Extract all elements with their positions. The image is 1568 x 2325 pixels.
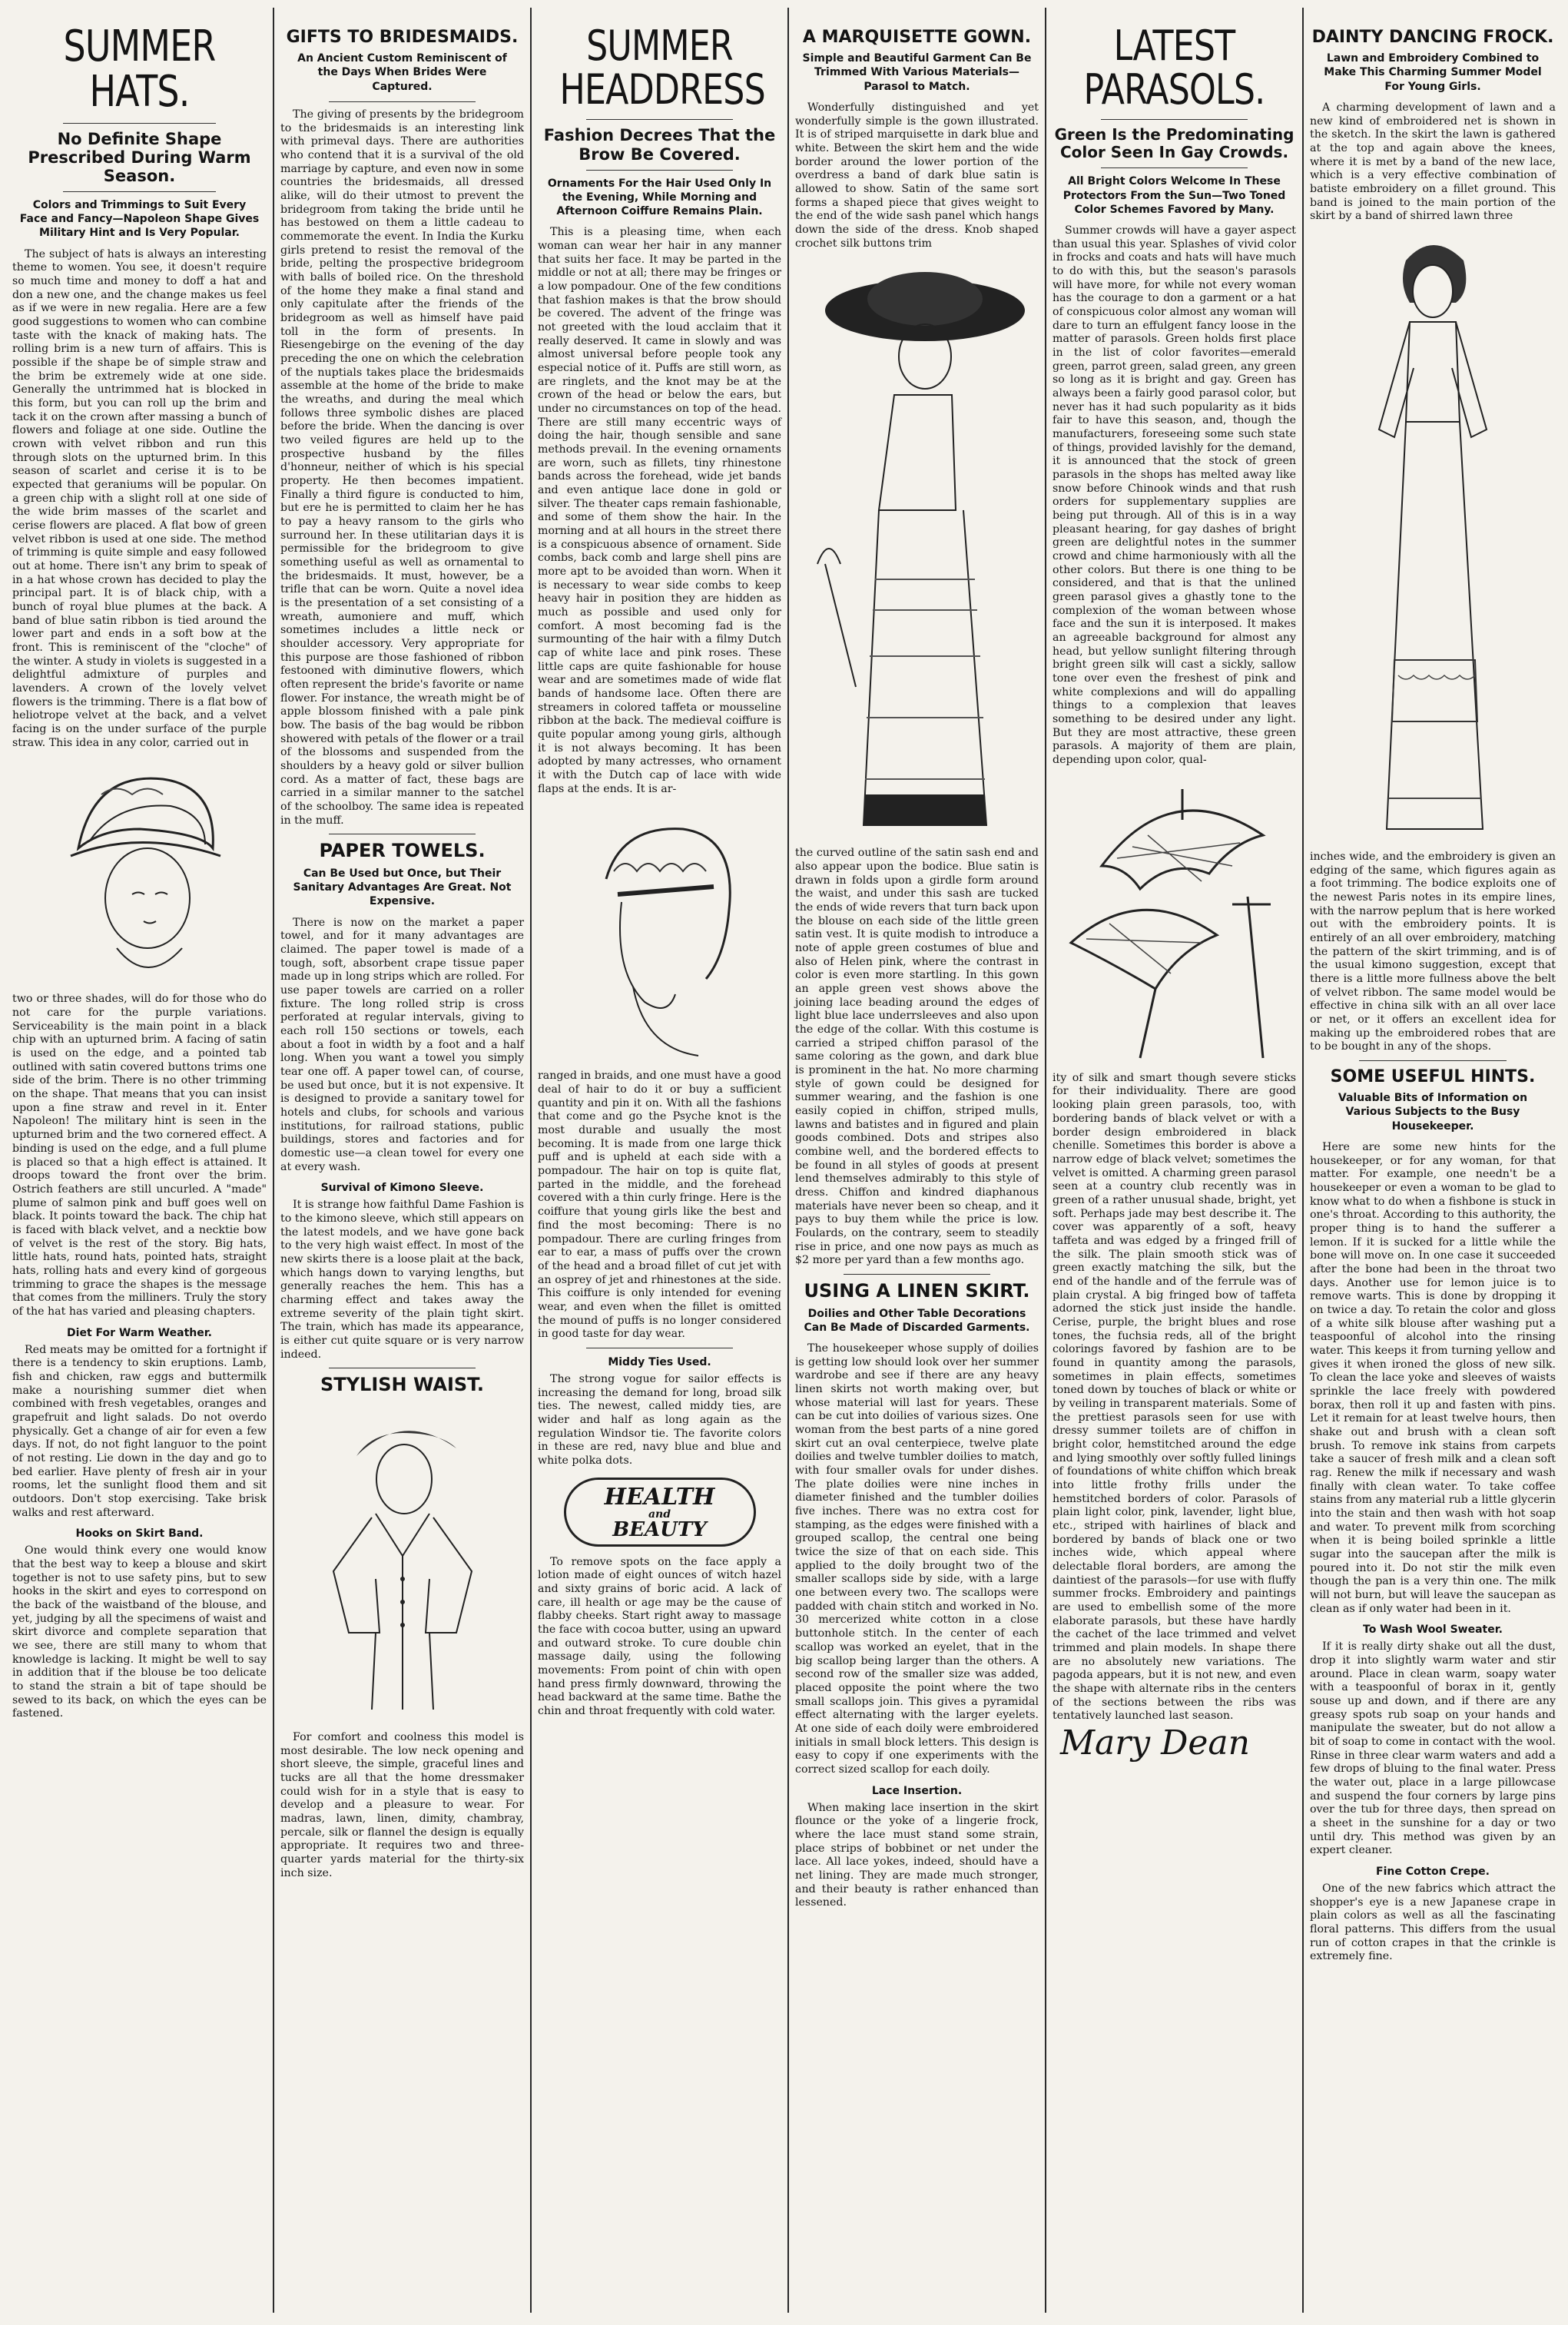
logo-word-beauty: BEAUTY [612, 1517, 707, 1541]
deck-dancing-frock: Lawn and Embroidery Combined to Make This Charming Summer Model For Young Girls. [1324, 52, 1542, 93]
divider [1101, 167, 1247, 168]
parasols-illustration [1056, 774, 1294, 1066]
column-marquisette [791, 8, 1043, 2313]
headline-useful-hints: SOME USEFUL HINTS. [1330, 1066, 1536, 1086]
article-text: Wonderfully distinguished and yet wonderfully simple is the gown illustrated. It is of striped marquisette in dark blue and white. Between the skirt hem and the wide border around the lower portion of the overdress a band of dark blue satin is allowed to show. Satin of the same sort forms a shaped piece that gives weight to the end of the wide sash panel which hangs down the side of the dress. Knob shaped crochet silk buttons trim [795, 101, 1039, 250]
article-text: two or three shades, will do for those who do not care for the purple variations. Serviceability is the main point in a black chip with an upturned brim. A facing of satin is used on the edge, and a pointed tab outlined with satin covered buttons trims one side of the brim. There is no other trimming on the shape. That means that you can insist upon a fine straw and revel in it. Enter Napoleon! The military hint is seen in the upturned brim and the two cornered effect. A binding is used on the edge, and a full plume is placed so that a high effect is attained. It droops toward the front over the brim. Ostrich feathers are still uncurled. A "made" plume of salmon pink and buff goes well on black. It points toward the back. The chip hat is faced with black velvet, and a necktie bow of velvet is the rest of the story. Big hats, little hats, round hats, pointed hats, straight hats, rolling hats and every kind of gorgeous trimming to grace the shapes is the message that comes from the milliners. Truly the story of the hat has varied and pleasing chapters. [12, 993, 267, 1318]
coiffure-illustration [560, 802, 760, 1063]
subhead-hooks: Hooks on Skirt Band. [75, 1527, 204, 1541]
subdeck-parasols: All Bright Colors Welcome In These Protectors From the Sun—Two Toned Color Schemes Favored by Many. [1062, 175, 1286, 216]
column-rule [530, 8, 532, 2313]
subhead-cotton-crepe: Fine Cotton Crepe. [1376, 1866, 1490, 1879]
divider [329, 101, 475, 102]
article-text: ranged in braids, and one must have a good deal of hair to do it or buy a sufficient quantity and pin it on. With all the fashions that come and go the Psyche knot is the most durable and usually the most becoming. It is made from one large thick puff and is upheld at each side with a pompadour. The hair on top is quite flat, parted in the middle, and the forehead covered with a thin curly fringe. Here is the coiffure that young girls like the best and find the most becoming: There is no pompadour. There are curling fringes from ear to ear, a mass of puffs over the crown of the head and a broad fillet of cut jet with an osprey of jet and rhinestones at the side. This coiffure is only intended for evening wear, and even when the fillet is omitted the mound of puffs is no longer considered in good taste for day wear. [538, 1070, 781, 1341]
headline-paper-towels: PAPER TOWELS. [319, 840, 486, 862]
headline-stylish-waist: STYLISH WAIST. [320, 1374, 484, 1396]
newspaper-page [8, 8, 1560, 2317]
article-text: There is now on the market a paper towel, and for it many advantages are claimed. The paper towel is made of a tough, soft, absorbent crape tissue paper made up in long strips which are rolled. For use paper towels are carried on a roller fixture. The long rolled strip is cross perforated at regular intervals, giving to each roll 150 sections or towels, each about a foot in width by a foot and a half long. When you want a towel you simply tear one off. A paper towel can, of course, be used but once, but it is not expensive. It is designed to provide a sanitary towel for hotels and clubs, for schools and various institutions, for railroad stations, public buildings, stores and factories and for domestic use—a clean towel for every one at every wash. [280, 916, 524, 1173]
divider [844, 1274, 990, 1275]
headline-summer-hats: SUMMER HATS. [63, 22, 216, 117]
deck-summer-hats: No Definite Shape Prescribed During Warm Season. [28, 129, 251, 185]
article-text: If it is really dirty shake out all the dust, drop it into slightly warm water and stir around. Place in clean warm, soapy water with a teaspoonful of borax in it, gently souse up and down, and if there are any greasy spots rub soap on your hands and manipulate the sweater, but do not allow a bit of soap to come in contact with the wool. Rinse in three clear warm waters and add a few drops of bluing to the final water. Press the water out, place in a large pillowcase and suspend the four corners by large pins over the tub for three days, then spread on a sheet in the sunshine for a day or two until dry. This method was given by an expert cleaner. [1310, 1640, 1556, 1857]
divider [1359, 1060, 1507, 1061]
article-text: inches wide, and the embroidery is given an edging of the same, which figures again as a foot trimming. The bodice exploits one of the newest Paris notes in its empire lines, with the narrow peplum that is here worked out with the embroidery points. It is entirely of an all over embroidery, matching the pattern of the skirt trimming, and is of the usual kimono suggestion, except that there is a little more fullness above the belt of velvet ribbon. The same model would be effective in china silk with an all over lace or net, or it offers an excellent idea for making up the embroidered robes that are to be bought in any of the shops. [1310, 850, 1556, 1053]
subdeck-summer-hats: Colors and Trimmings to Suit Every Face and Fancy—Napoleon Shape Gives Military Hint and Is Very Popular. [19, 199, 260, 240]
deck-paper-towels: Can Be Used but Once, but Their Sanitary Advantages Are Great. Not Expensive. [293, 867, 512, 908]
article-text: The strong vogue for sailor effects is increasing the demand for long, broad silk ties. The newest, called middy ties, are wider and half as long again as the regulation Windsor tie. The favorite colors in these are red, navy blue and blue and white polka dots. [538, 1372, 781, 1467]
headline-marquisette-gown: A MARQUISETTE GOWN. [802, 28, 1032, 47]
divider [63, 123, 216, 124]
column-rule [1302, 8, 1304, 2313]
column-dancing-frock [1305, 8, 1560, 2313]
headline-linen-skirt: USING A LINEN SKIRT. [804, 1280, 1030, 1302]
column-summer-hats [8, 8, 271, 2313]
deck-marquisette: Simple and Beautiful Garment Can Be Trimmed With Various Materials—Parasol to Match. [802, 52, 1032, 93]
article-text: The subject of hats is always an interesting theme to women. You see, it doesn't require so much time and money to doff a hat and don a new one, and the change makes us feel as if we were in new regalia. Here are a few good suggestions to women who can combine taste with the knack of making hats. The rolling brim is a new turn of affairs. This is possible if the shape be of simple straw and the brim be extremely wide at one side. Generally the untrimmed hat is blocked in this form, but you can roll up the brim and tack it on the crown after massing a bunch of flowers and foliage at one side. Outline the crown with velvet ribbon and run this through slots on the upturned brim. In this season of scarlet and cerise it is to be expected that geraniums will be popular. On a green chip with a slight roll at one side of the wide brim masses of the scarlet and cerise flowers are placed. A flat bow of green velvet ribbon is used at one side. The method of trimming is quite simple and easy followed out at home. There isn't any brim to speak of in a hat whose crown has decided to play the principal part. It is of black chip, with a bunch of royal blue plumes at the back. A band of blue satin ribbon is tied around the lower part and ends in a soft bow at the front. This is reminiscent of the "cloche" of the winter. A study in violets is suggested in a delightful admixture of purples and lavenders. A crown of the lovely velvet flowers is the trimming. There is a flat bow of heliotrope velvet at the back, and a velvet facing is on the under surface of the purple straw. This idea in any color, carried out in [12, 247, 267, 749]
dancing-frock-illustration [1333, 230, 1533, 844]
waist-illustration [303, 1402, 502, 1725]
article-text: The giving of presents by the bridegroom to the bridesmaids is an interesting link with primeval days. There are authorities who contend that it is a survival of the old marriage by capture, and even now in some countries the bridesmaids, all dressed alike, will do their utmost to prevent the bridegroom from taking the bride until he has bestowed on them a little cadeau to commemorate the event. In India the Kurku girls pretend to resist the removal of the bride, pelting the prospective bridegroom with balls of boiled rice. On the threshold of the home they make a final stand and only capitulate after the friends of the bridegroom as well as himself have paid toll in the form of presents. In Riesengebirge on the evening of the day preceding the one on which the celebration of the nuptials takes place the bridesmaids assemble at the home of the bride to make the wreaths, and during the meal which follows three symbolic dishes are placed before the bride. When the dancing is over two veiled figures are held up to the prospective husband by the filles d'honneur, neither of which is his special property. He then becomes impatient. Finally a third figure is conducted to him, but ere he is permitted to claim her he has to pay a heavy ransom to the girls who surround her. In these utilitarian days it is permissible for the bridegroom to give something useful as well as ornamental to the bridesmaids. It must, however, be a trifle that can be worn. Quite a novel idea is the presentation of a set consisting of a wreath, aumoniere and muff, which sometimes includes a little neck or shoulder accessory. Very appropriate for this purpose are those fashioned of ribbon festooned with diminutive flowers, which often represent the bride's favorite or name flower. For instance, the wreath might be of apple blossom finished with a pale pink bow. The basis of the bag would be ribbon showered with petals of the flower or a trail of the blossoms and suspended from the shoulders by a heavy gold or silver bullion cord. As a matter of fact, these bags are carried in a similar manner to the satchel of the schoolboy. The same idea is repeated in the muff. [280, 108, 524, 827]
column-parasols [1048, 8, 1301, 2313]
article-text: For comfort and coolness this model is most desirable. The low neck opening and short sleeve, the simple, graceful lines and tucks are all that the home dressmaker could wish for in a style that is easy to develop and a pleasure to wear. For madras, lawn, linen, dimity, chambray, percale, silk or flannel the design is equally appropriate. It requires two and three-quarter yards material for the thirty-six inch size. [280, 1731, 524, 1879]
divider [1101, 119, 1247, 120]
column-rule [1045, 8, 1046, 2313]
subhead-wool-sweater: To Wash Wool Sweater. [1363, 1624, 1503, 1637]
deck-headdress: Fashion Decrees That the Brow Be Covered. [543, 126, 776, 164]
subhead-lace-insertion: Lace Insertion. [871, 1784, 963, 1797]
deck-linen-skirt: Doilies and Other Table Decorations Can Be Made of Discarded Garments. [804, 1307, 1030, 1334]
subhead-kimono: Survival of Kimono Sleeve. [320, 1182, 484, 1195]
article-text: This is a pleasing time, when each woman can wear her hair in any manner that suits her face. It may be parted in the middle or not at all; there may be fringes or a low pompadour. One of the few conditions that fashion makes is that the brow should be covered. The advent of the fringe was not greeted with the loud acclaim that it really deserved. It came in slowly and was almost universal before people took any especial notice of it. Puffs are still worn, as are ringlets, and the knot may be at the crown of the head or below the ears, but under no circumstances on top of the head. There are still many eccentric ways of doing the hair, though sensible and sane methods prevail. In the evening ornaments are worn, such as fillets, tiny rhinestone bands across the forehead, wide jet bands and even antique lace done in gold or silver. The theater caps remain fashionable, and some of them show the hair. In the morning and at all hours in the street there is a conspicuous absence of ornament. Side combs, back comb and large shell pins are more apt to be avoided than worn. When it is necessary to wear side combs to keep heavy hair in position they are hidden as much as possible and used only for comfort. A most becoming fad is the surmounting of the hair with a filmy Dutch cap of white lace and pink roses. These little caps are quite fashionable for house wear and are sometimes made of wide flat bands of handsome lace. Often there are streamers in colored taffeta or mousseline ribbon at the back. The medieval coiffure is quite popular among young girls, although it is not always becoming. It has been adopted by many actresses, who ornament it with the Dutch cap of lace with wide flaps at the ends. It is ar- [538, 226, 781, 795]
article-text: The housekeeper whose supply of doilies is getting low should look over her summer wardrobe and see if there are any heavy linen skirts not worth making over, but whose material will last for years. These can be cut into doilies of various sizes. One woman from the best parts of a nine gored skirt cut an oval centerpiece, twelve plate doilies and twelve tumbler doilies to match, with four smaller ovals for under dishes. The plate doilies were nine inches in diameter finished and the tumbler doilies five inches. There was no extra cost for stamping, as the edges were finished with a grouped scallop, the central one being twice the size of that on each side. This applied to the doily brought two of the smaller scallops side by side, with a large one between every two. The scallops were padded with chain stitch and worked in No. 30 mercerized white cotton in a close buttonhole stitch. In the center of each scallop was worked an eyelet, that in the big scallop being larger than the others. A second row of the smaller size was added, placed opposite the point where the two small scallops join. This gives a pyramidal effect alternating with the larger eyelets. At one side of each doily were embroidered initials in small block letters. This design is easy to copy if one experiments with the correct sized scallop for each doily. [795, 1342, 1039, 1776]
article-text: It is strange how faithful Dame Fashion is to the kimono sleeve, which still appears on the latest models, and we have gone back to the very high waist effect. In most of the new skirts there is a loose plait at the back, which hangs down to varying lengths, but generally reaches the hem. This has a charming effect and takes away the extreme severity of the plain tight skirt. The train, which has made its appearance, is either cut quite square or is very narrow indeed. [280, 1199, 524, 1361]
headline-latest-parasols: LATEST PARASOLS. [1083, 22, 1265, 114]
headline-gifts-to-bridesmaids: GIFTS TO BRIDESMAIDS. [286, 28, 519, 47]
logo-word-and: and [648, 1507, 671, 1521]
deck-bridesmaids: An Ancient Custom Reminiscent of the Days When Brides Were Captured. [297, 52, 507, 93]
deck-parasols: Green Is the Predominating Color Seen In Gay Crowds. [1054, 125, 1295, 162]
divider [586, 119, 732, 120]
article-text: ity of silk and smart though severe sticks for their individuality. There are good looking plain green parasols, too, with bordering bands of black velvet or with a border design embroidered in black chenille. Sometimes this border is above a narrow edge of black velvet; sometimes the velvet is omitted. A charming green parasol seen at a country club recently was in green of a rather unusual shade, bright, yet soft. Perhaps jade may best describe it. The cover was apparently of a soft, heavy taffeta and was edged by a fringed frill of the silk. The plain smooth stick was of green exactly matching the silk, but the end of the handle and of the ferrule was of plain crystal. A big fringed bow of taffeta adorned the stick just inside the handle. Cerise, purple, the bright blues and rose tones, the fuchsia reds, all of the bright colorings favored by fashion are to be found in quantity among the parasols, sometimes in plain effects, sometimes toned down by touches of black or white or by veiling in transparent materials. Some of the prettiest parasols seen for use with dressy summer toilets are of chiffon in bright color, hemstitched around the edge and lying smoothly over softly fulled linings of foundations of white chiffon which break into little frothy frills under the hemstitched borders of color. Parasols of plain light color, pink, lavender, light blue, etc., striped with hairlines of black and bordered by bands of black one or two inches wide, which appeal where delectable floral borders, are among the daintiest of the parasols—for use with fluffy summer frocks. Embroidery and paintings are used to embellish some of the more elaborate parasols, but these have hardly the cachet of the lace trimmed and velvet trimmed and plain models. In shape there are no absolutely new variations. The pagoda appears, but it is not new, and even the shape with alternate ribs in the centers of the sections between the ribs was tentatively launched last season. [1053, 1071, 1297, 1723]
article-text: the curved outline of the satin sash end and also appear upon the bodice. Blue satin is drawn in folds upon a girdle form around the waist, and under this sash are tucked the ends of wide revers that turn back upon the blouse on each side of the little green satin vest. It is quite modish to introduce a note of apple green costumes of blue and also of Helen pink, where the contrast in color is even more startling. In this gown an apple green vest shows above the joining lace beading around the edges of light blue lace underrsleeves and also upon the edge of the collar. With this costume is carried a striped chiffon parasol of the same coloring as the gown, and dark blue is prominent in the hat. No more charming style of gown could be designed for summer wearing, and the fashion is one easily copied in chiffon, striped mulls, lawns and batistes and in figured and plain goods combined. Dots and stripes also combine well, and the bordered effects to be found in all styles of goods at present lend themselves admirably to this style of dress. Chiffon and kindred diaphanous materials have never been so cheap, and it pays to buy them while the price is low. Foulards, on the contrary, seem to steadily rise in price, and one now pays as much as $2 more per yard than a few months ago. [795, 847, 1039, 1267]
article-text: Red meats may be omitted for a fortnight if there is a tendency to skin eruptions. Lamb, fish and chicken, raw eggs and buttermilk make a nourishing summer diet when combined with fresh vegetables, oranges and grapefruit and light salads. Do not overdo physically. Get a change of air for even a few days. If not, do not fight languor to the point of not resting. Lie down in the day and go to bed earlier. Have plenty of fresh air in your rooms, let the sunlight flood them and sit outdoors. Don't stop exercising. Take brisk walks and rest afterward. [12, 1343, 267, 1519]
subhead-middy-ties: Middy Ties Used. [608, 1355, 711, 1368]
column-rule [787, 8, 789, 2313]
author-signature: Mary Dean [1059, 1723, 1250, 1763]
headline-dancing-frock: DAINTY DANCING FROCK. [1311, 28, 1554, 47]
article-text: Summer crowds will have a gayer aspect than usual this year. Splashes of vivid color in frocks and coats and hats will have much to do with this, but the season's parasols will have more, for while not every woman has the courage to don a garment or a hat of conspicuous color almost any woman will dare to turn an effulgent fancy loose in the matter of parasols. Green holds first place in the list of color favorites—emerald green, parrot green, salad green, any green so long as it is bright and gay. Green has always been a fairly good parasol color, but never has it had such popularity as it bids fair to have this season, and, though the manufacturers, foreseeing some such state of things, provided lavishly for the demand, it is announced that the stock of green parasols in the shops has melted away like snow before Chinook winds and that rush orders for supplementary supplies are being put through. All of this is in a way pleasant hearing, for gay dashes of bright green are delightful notes in the summer crowd and chime harmoniously with all the other colors. But there is one thing to be considered, and that is that the unlined green parasol gives a ghastly tone to the complexion of the woman between whose face and the sun it is interposed. It makes an agreeable background for almost any head, but yellow sunlight filtering through bright green silk will cast a sickly, sallow tone over even the freshest of pink and white complexions and will do appalling things to a complexion that leaves something to be desired under any light. But they are most attractive, these green parasols. A majority of them are plain, depending upon color, qual- [1053, 224, 1296, 767]
column-headdress [533, 8, 786, 2313]
article-text: A charming development of lawn and a new kind of embroidered net is shown in the sketch. In the skirt the lawn is gathered at the top and again above the knees, where it is met by a band of the new lace, which is a very effective combination of batiste embroidery on a fillet ground. This band is joined to the main portion of the skirt by a band of shirred lawn three [1310, 101, 1556, 223]
deck-useful-hints: Valuable Bits of Information on Various Subjects to the Busy Housekeeper. [1338, 1092, 1528, 1133]
logo-word-health: HEALTH [604, 1483, 715, 1511]
column-rule [273, 8, 274, 2313]
marquisette-gown-illustration [802, 257, 1033, 841]
subdeck-headdress: Ornaments For the Hair Used Only In the Evening, While Morning and Afternoon Coiffure Remains Plain. [547, 177, 772, 218]
column-bridesmaids [276, 8, 529, 2313]
subhead-diet: Diet For Warm Weather. [67, 1326, 212, 1339]
article-text: To remove spots on the face apply a lotion made of eight ounces of witch hazel and sixty grains of boric acid. A lack of care, ill health or age may be the cause of flabby cheeks. Start right away to massage the face with cocoa butter, using an upward and outward stroke. To cure double chin massage daily, using the following movements: From point of chin with open hand press firmly downward, throwing the head backward at the same time. Bathe the chin and throat frequently with cold water. [538, 1555, 782, 1717]
divider [63, 191, 216, 192]
health-beauty-logo [564, 1478, 756, 1547]
article-text: One of the new fabrics which attract the shopper's eye is a new Japanese crape in plain colors as well as all the fascinating floral patterns. This differs from the usual run of cotton crapes in that the crinkle is extremely fine. [1310, 1882, 1556, 1963]
headline-summer-headdress: SUMMER HEADDRESS [559, 22, 765, 114]
article-text: One would think every one would know that the best way to keep a blouse and skirt together is not to use safety pins, but to sew hooks in the skirt and eyes to correspond on the back of the waistband of the blouse, and yet, judging by all the specimens of waist and skirt divorce and complete separation that we see, there are still many to whom that knowledge is lacking. It might be well to say in addition that if the blouse be too delicate to stand the strain a bit of tape should be sewed to its back, on which the eyes can be fastened. [12, 1544, 267, 1720]
woman-hat-illustration [48, 756, 232, 987]
article-text: Here are some new hints for the housekeeper, or for any woman, for that matter. For example, one needn't be a housekeeper or even a woman to be glad to know what to do when a fishbone is stuck in one's throat. According to this authority, the proper thing is to hand the sufferer a lemon. If it is sucked for a little while the bone will move on. In one case it succeeded after the bone had been in the throat two days. Another use for lemon juice is to remove warts. This is done by dropping it on twice a day. To retain the color and gloss of a white silk blouse after washing put a teaspoonful of alcohol into the rinsing water. This keeps it from turning yellow and gives it when ironed the gloss of new silk. To clean the lace yoke and sleeves of waists sprinkle the lace freely with powdered borax, then roll it up and fasten with pins. Let it remain for at least twelve hours, then shake out and brush with a clean soft brush. To remove ink stains from carpets take a saucer of fresh milk and a clean soft rag. Renew the milk if necessary and wash finally with clean water. To take coffee stains from any material rub a little glycerin into the stain and then wash with hot soap and water. To prevent milk from scorching when it is being boiled sprinkle a little sugar into the saucepan after the milk is poured into it. Do not stir the milk even though the pan is a very thin one. The milk will not burn, but will leave the saucepan as clean as if only water had been in it. [1310, 1140, 1556, 1615]
article-text: When making lace insertion in the skirt flounce or the yoke of a lingerie frock, where the lace must stand some strain, place strips of bobbinet or net under the lace. All lace yokes, indeed, should have a net lining. They are made much stronger, and their beauty is rather enhanced than lessened. [795, 1801, 1039, 1909]
divider [586, 170, 732, 171]
